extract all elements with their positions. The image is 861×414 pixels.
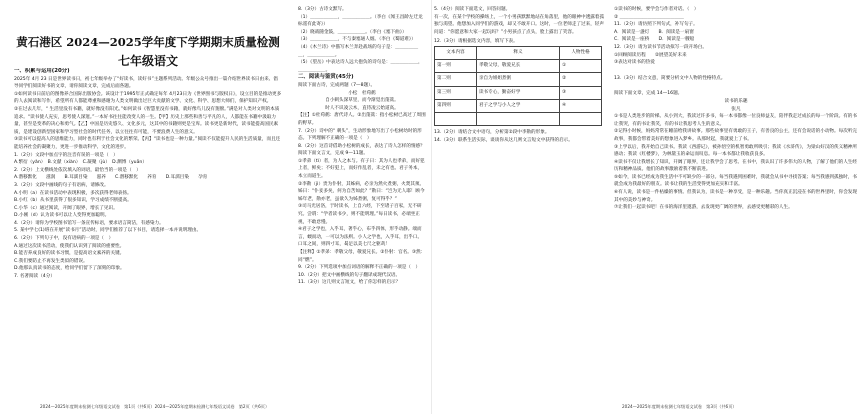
option-line: A.潜移默化 滋润 B.耳濡目染 滋养 C.潜移默化 养育 D.耳濡目染 孕育 — [14, 175, 208, 181]
table-caption: 12.（3分）请根据选文内容，填写下表。 — [434, 39, 518, 45]
exam-title: 黄石港区 2024—2025学年度下学期期末质量检测 — [16, 35, 280, 49]
question: 8.（2分）这首诗借助小松树的成长，表达了诗人怎样的情感？ — [298, 143, 425, 149]
option-line: A.繁衍（yǎn） B.文献（xiàn） C.凝聚（jù） D.渊博（yuān） — [14, 160, 147, 166]
exam-sheet-left — [0, 0, 430, 414]
question: 8.（3分）古诗文默写。 — [298, 7, 347, 12]
table-cell: 第三则 — [435, 86, 477, 99]
answer-table — [434, 46, 602, 126]
poem-line: 自小刺头深草里，而今渐觉出蓬蒿。 — [325, 98, 399, 104]
table-cell: 第四则 — [435, 99, 477, 112]
table-cell: 孝敬父母，敬爱兄长 — [476, 60, 559, 73]
passage: ⑦让我们一起读书吧！在书的海洋里遨游，去发现更广阔的世界，去感受更精彩的人生。 — [614, 205, 793, 211]
question: 13.（3分）结合文意，简要分析文中人物的性格特点。 — [614, 75, 726, 81]
question: 7.（2分）诗中的“ 刺头”，生动形象地写出了小松树幼时的形态。下列理解不正确的一项是（ ） — [298, 128, 422, 142]
table-cell — [435, 112, 477, 125]
option-line: A．阅读是一盏灯 B．阅读是一扇窗 — [614, 29, 694, 35]
question: 1.（2分）文段中加点字的注音有误的一项是（ ） — [14, 152, 118, 158]
table-cell: 第二则 — [435, 73, 477, 86]
option-line: D.小刚（d）认为读书可以让人变得更加聪明。 — [14, 213, 110, 219]
option-line: C.小华（c）通过阅读，开阔了眼界，增长了见识。 — [14, 205, 118, 211]
table-cell: 读书专心，勤奋好学 — [476, 86, 559, 99]
article-title: 读书的乐趣 — [724, 98, 748, 104]
page1-column-1 — [14, 68, 282, 398]
note: 【注释】①孝弟：孝敬父母，敬爱兄长。②仆射：官名。③然：同“燃”。 — [298, 250, 426, 263]
passage: ④读书不仅让我增长了知识，开阔了眼界，还让我学会了思考。在书中，我认识了许多伟大的人物，了解了他们的人生经历和精神品质。他们的故事激励着我不断前进。 — [614, 159, 857, 173]
table-header: 文本内容 — [435, 46, 477, 59]
exam-sheet-right — [432, 0, 861, 414]
page1-column-2 — [298, 6, 426, 398]
table-row — [435, 86, 602, 99]
table-header: 释义 — [476, 46, 559, 59]
question: 11.（3分）这几则文言短文，给了你怎样的启示？ — [298, 280, 401, 286]
question: 7. 名著阅读（4分） — [14, 274, 55, 280]
question: 10.（2分）把文中画横线的句子翻译成现代汉语。 — [298, 272, 401, 278]
passage: 有一次，在某个学校的操场上，一个小男孩默默地站在角落里，他的眼神中透露着孤独与渴望。他想加入同学们的游戏，却又不敢开口。这时，一位老师走了过来，轻声问道：“你愿意和大家一起玩吗？”小男孩点了点头，脸上露出了笑容。 — [434, 14, 604, 35]
poem-line: 时人不识凌云木，直待凌云始道高。 — [325, 105, 399, 111]
passage: ③司马光居洛，于时读书，上自六经，下至诸子百家，无不研究。尝谓：“学者读书少，则不能明理。”每日读书，必端坐正视，不敢怠慢。 — [298, 204, 422, 225]
question: 2.（2分）上文横线处依次填入的词语，最恰当的一项是（ ） — [14, 167, 141, 173]
table-cell: ④ — [560, 99, 602, 112]
question: 6.（2分）下列句子中，没有语病的一项是（ ） — [14, 236, 114, 242]
fill-line: （3）＿＿＿＿＿＿，不与秦塞通人烟。（李白《蜀道难》） — [298, 37, 416, 43]
section-heading: 二、阅读与鉴赏(45分) — [298, 74, 354, 81]
page-footer: 2024—2025年度期末检测七年级语文试卷 第3页（共6页） — [622, 404, 737, 409]
passage: ①孝弟（tì）者，为人之本与。有子曰：其为人也孝弟，而好犯上者，鲜矣；不好犯上，而好作乱者，未之有也。君子务本，本立而道生。 — [298, 158, 425, 180]
question: 13.（2分）请结合文中语句，分析第②段中李勣的形象。 — [434, 130, 550, 136]
passage: ④君子之学也，入乎耳，著乎心，布乎四体，形乎动静。端而言，蝡而动，一可以为法则。小人之学也，入乎耳，出乎口。口耳之间，则四寸耳，曷足以美七尺之躯哉！ — [298, 227, 423, 248]
table-header-row — [435, 46, 602, 59]
fill-line: （2）晓战随金鼓，＿＿＿＿＿＿。（李白《塞下曲》） — [298, 29, 407, 35]
article-author: 张凡 — [731, 106, 741, 112]
passage: ③上学以后，我开始自己读书。我读《西游记》，被孙悟空的机智勇敢所吸引；我读《水浒传》，为梁山好汉的侠义精神所感动；我读《红楼梦》，为林黛玉的命运而叹息。每一本书都让我收获良多。 — [614, 144, 857, 158]
option-line: A.通过这次读书活动，使我们认识到了阅读的重要性。 — [14, 243, 125, 249]
option-line: B.能否养成良好的读书习惯，是提高语文素养的关键。 — [14, 251, 125, 257]
table-row — [435, 60, 602, 73]
option-line: B.小红（b）从书里获得了很多知识，学习成绩不断提高。 — [14, 198, 132, 204]
poem-title: 小松 杜荀鹤 — [348, 90, 376, 96]
option-line: C.我们要防止不再发生类似的错误。 — [14, 258, 88, 264]
instruction: 阅读下面古诗，完成两题（7—8题）。 — [298, 82, 376, 88]
fill-line: （1）＿＿＿＿＿＿，＿＿＿＿＿＿。（李白《闻王昌龄左迁龙标遥有此寄》） — [298, 14, 423, 28]
question: 11.（2分）请仿照下列句式，补写句子。 — [614, 22, 698, 28]
page2-column-2 — [614, 6, 858, 398]
table-cell: ③ — [560, 86, 602, 99]
table-row — [435, 73, 602, 86]
answer-line: ①读书的时候，要学会与作者对话。（ ） — [614, 7, 699, 12]
table-cell: 亲自为姐姐煮粥 — [476, 73, 559, 86]
paragraph: ③读书可以提高人的思维能力，同时也有利于社会文化的繁荣。【丙】“读书也是一种力量。”阅读不仅能提升人民的生活质量，而且还能培养社会的凝聚力，更进一步推动科学、文化的进步。 — [14, 137, 281, 150]
instruction: 阅读下面文章，完成 14—16题。 — [614, 91, 683, 97]
option-line: ③表达对读书的热爱 — [614, 60, 655, 66]
table-header: 人物性格 — [560, 46, 602, 59]
question: 5.（4分）阅读下面选文，回答问题。 — [434, 7, 511, 12]
passage: ⑤如今，读书已经成为我生活中不可缺少的一部分。每当我遇到困难时，我就会从书中寻找答案；每当我感到孤独时，书就会成为我最好的朋友。读书让我的生活变得更加充实和丰富。 — [614, 174, 857, 188]
table-row — [435, 99, 602, 112]
passage: ②记得小时候，妈妈常常在睡前给我讲故事。那些故事里有勇敢的王子，有善良的公主，还有会说话的小动物。每次听完故事，我都会带着美好的想象进入梦乡。从那时起，我就爱上了书。 — [614, 129, 857, 142]
option-line: C．阅读是一座桥 D．阅读是一艘船 — [614, 37, 695, 43]
table-cell: 第一则 — [435, 60, 477, 73]
note: 【注】①杜荀鹤：唐代诗人。②出蓬蒿：指小松树已高过了周围的野草。 — [298, 113, 426, 126]
question: 12.（3分）请为读书节活动拟写一段开场白。 — [614, 44, 707, 50]
question: 3.（2分）文段中画线的句子有语病，请修改。 — [14, 182, 109, 188]
question: 4.（2分）请你为学校图书馆写一条宣传标语，要求语言简洁，有感染力。 — [14, 220, 164, 226]
paragraph: 2025年 4月 23 日是世界读书日，初七年级举办了“好读书，读好书”主题系列活动。年级公众号推出一篇介绍世界读书日由来、倡导同学们阅读好书的文章，请你阅读文章，完成后面各题。 — [14, 76, 278, 90]
answer-line: ② ＿＿＿＿＿＿＿＿＿＿＿＿＿＿ — [614, 14, 684, 20]
instruction: 阅读下面文言文，完成 9—11题。 — [298, 151, 368, 157]
option-line: ①回顾阅读历程 ②展望美好未来 — [614, 52, 687, 58]
question: 5. 某中学七(1)班在开展“读书月”活动时，同学们推荐了以下书目，请选择一本并说明理由。 — [14, 228, 202, 234]
paragraph: ①如何读书日前后的图像养合国际出版协会。该设计于1995年正式确定每年 4月23日为《世界图书与版权日》，设立目的是推动更多的人去阅读和写作，希望所有人都能尊重和感谢为人类文明做出过巨大贡献的文学、文化、科学、思想大师们，保护知识产权。 — [14, 91, 282, 105]
passage: ①书是人类进步的阶梯。从小到大，我读过许多书，每一本书都像一位良师益友，陪伴我走过成长的每一个阶段。有的书让我哭，有的书让我笑，有的书让我思考人生的意义。 — [614, 114, 857, 127]
answer-space — [614, 82, 858, 90]
table-cell: ① — [560, 60, 602, 73]
table-cell: ② — [560, 73, 602, 86]
passage: ②李勣（jì）贵为仆射，其姊病，必亲为然火煮粥，火焚其须。姊曰：“仆妾多矣，何为自苦如此？”勣曰：“岂为无人耶！顾今姊年老，勣亦老，虽欲久为姊煮粥，复可得乎？” — [298, 181, 425, 202]
answer-space — [614, 67, 858, 75]
page-footer: 2024—2025年度期末检测七年级语文试卷 第1页（共6页）2024—2025年度期末检测七年级语文试卷 第2页（共6页） — [40, 404, 270, 409]
question: 14.（3分）联系生活实际，谈谈你从这几则文言短文中获得的启示。 — [434, 137, 573, 143]
option-line: A.小明（a）在读书活动中表现积极，多次获得老师表扬。 — [14, 190, 132, 196]
question: 9.（2分）下列选项中加点词语的解释不正确的一项是（ ） — [298, 265, 421, 271]
fill-line: （5）《望岳》中表达诗人远大抱负的诗句是：＿＿＿＿＿＿，＿＿＿＿＿＿。 — [298, 60, 423, 73]
passage: ⑥有人说，读书是一件枯燥的事情。但我认为，读书是一种享受，是一种乐趣。当你真正沉浸在书的世界里时，你会发现其中的美妙与神奇。 — [614, 190, 857, 203]
exam-subtitle: 七年级语文 — [117, 54, 178, 68]
section-heading: 一、积累与运用(20分) — [14, 68, 70, 74]
page2-column-1 — [434, 6, 604, 398]
table-cell — [476, 112, 559, 125]
table-cell — [560, 112, 602, 125]
option-line: D.他那认真读书的态度，给同学们留下了深刻的印象。 — [14, 266, 125, 272]
table-row — [435, 112, 602, 125]
table-cell: 君子之学与小人之学 — [476, 99, 559, 112]
fill-line: （4）《木兰诗》中描写木兰奔赴战场的句子是：＿＿＿＿＿＿，＿＿＿＿＿＿。 — [298, 44, 419, 58]
paragraph: ②在过去几年，“ 生活里没有书籍，就好像没有阳光。”如何读书《智慧里没有书籍，就好像鸟儿没有翅膀。”满是对人类对文明的本质追求。“读书使人充实，思考使人深邃。”一本好书往往能改变人的一生。【甲】历史上那些和善与平凡的人，人都能在书籍中汲取力量，甚至是变革的决心和勇气。【乙】中国是历史悠久、文化多元，这其中的书籍则更是宝库。读书更是新时代，读书能提高国民素质，是建设创新型国家和学习型社会的时代任务，以立往往有可能，不要浪费人生的意义。 — [14, 106, 280, 135]
